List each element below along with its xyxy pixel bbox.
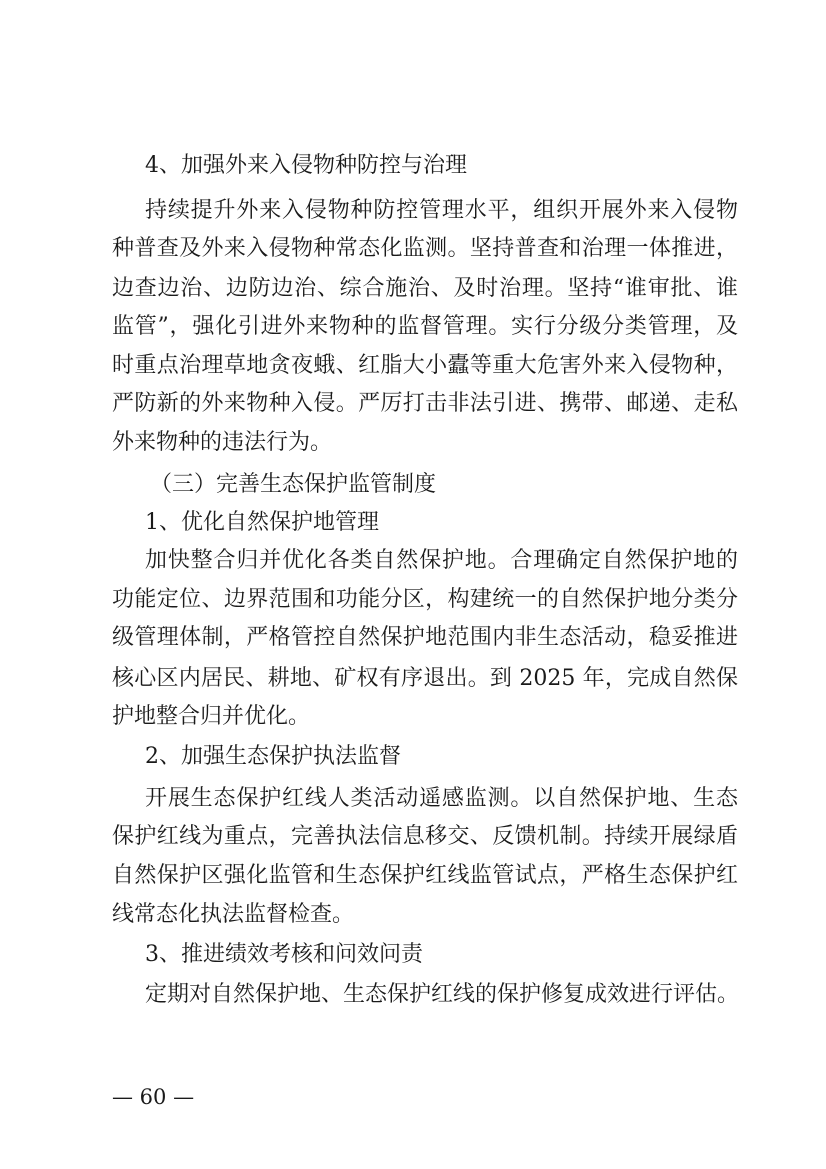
paragraph-line: 级管理体制，严格管控自然保护地范围内非生态活动，稳妥推进 (112, 625, 738, 650)
section-heading: 3、推进绩效考核和问效问责 (145, 942, 423, 967)
paragraph-line: 严防新的外来物种入侵。严厉打击非法引进、携带、邮递、走私 (112, 391, 738, 416)
section-heading: 2、加强生态保护执法监督 (145, 744, 401, 769)
paragraph-line: 护地整合归并优化。 (112, 704, 311, 729)
paragraph-line: 持续提升外来入侵物种防控管理水平，组织开展外来入侵物 (145, 198, 738, 223)
section-heading: 4、加强外来入侵物种防控与治理 (145, 153, 467, 178)
paragraph-line: 种普查及外来入侵物种常态化监测。坚持普查和治理一体推进， (112, 236, 738, 261)
page-number: — 60 — (112, 1085, 195, 1109)
paragraph-line: 自然保护区强化监管和生态保护红线监管试点，严格生态保护红 (112, 863, 738, 888)
paragraph-line: 监管”，强化引进外来物种的监督管理。实行分级分类管理，及 (112, 314, 738, 339)
section-heading: （三）完善生态保护监管制度 (150, 472, 437, 497)
paragraph-line: 边查边治、边防边治、综合施治、及时治理。坚持“谁审批、谁 (112, 276, 738, 301)
paragraph-line: 外来物种的违法行为。 (112, 430, 333, 455)
paragraph-line: 保护红线为重点，完善执法信息移交、反馈机制。持续开展绿盾 (112, 824, 738, 849)
paragraph-line: 线常态化执法监督检查。 (112, 902, 355, 927)
paragraph-line: 开展生态保护红线人类活动遥感监测。以自然保护地、生态 (145, 786, 738, 811)
paragraph-line: 时重点治理草地贪夜蛾、红脂大小蠹等重大危害外来入侵物种， (112, 353, 738, 378)
paragraph-line: 功能定位、边界范围和功能分区，构建统一的自然保护地分类分 (112, 587, 738, 612)
paragraph-line: 加快整合归并优化各类自然保护地。合理确定自然保护地的 (145, 548, 738, 573)
paragraph-line: 定期对自然保护地、生态保护红线的保护修复成效进行评估。 (145, 982, 740, 1007)
paragraph-line: 核心区内居民、耕地、矿权有序退出。到 2025 年，完成自然保 (112, 666, 738, 691)
section-heading: 1、优化自然保护地管理 (145, 510, 379, 535)
